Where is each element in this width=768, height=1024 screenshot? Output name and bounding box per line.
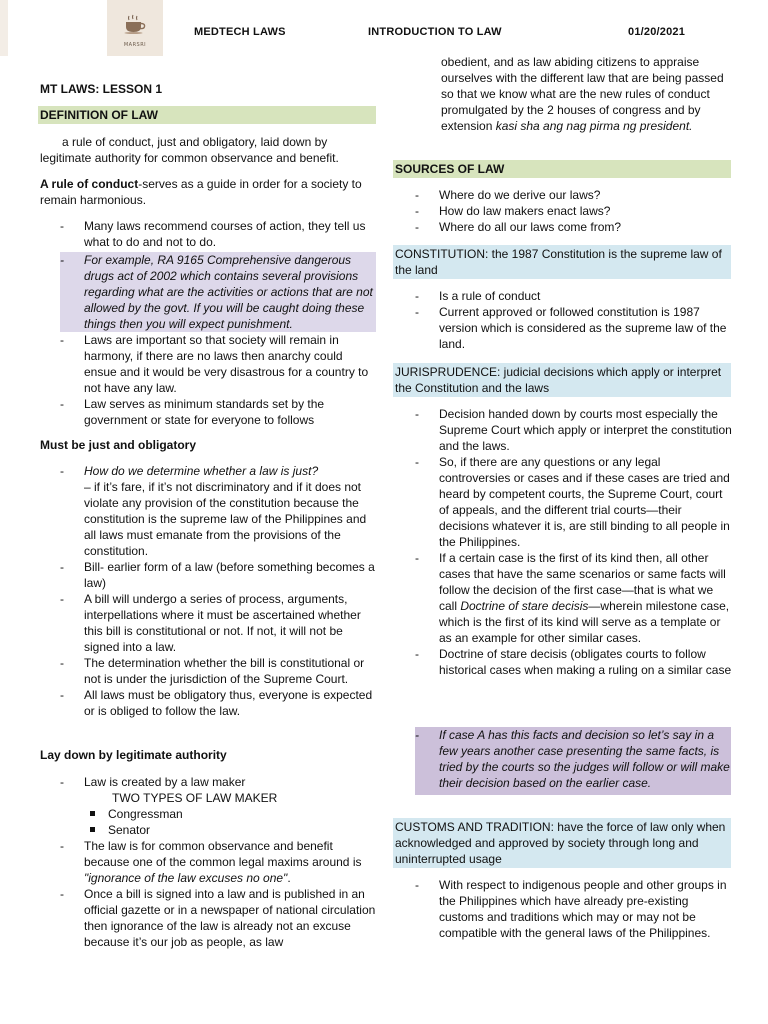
constitution-heading: CONSTITUTION: the 1987 Constitution is the supreme law of the land — [393, 245, 731, 279]
list-item: - Law is created by a law maker TWO TYPES OF LAW MAKER Congressman Senator — [38, 774, 376, 838]
sources-heading: SOURCES OF LAW — [393, 160, 731, 178]
list-item: - Decision handed down by courts most especially the Supreme Court which apply or interpret the constitution and the laws. — [415, 407, 732, 453]
logo-text: MARSRI — [123, 42, 147, 48]
law-maker-type: Senator — [38, 822, 376, 838]
list-item: - Many laws recommend courses of action, they tell us what to do and not to do. — [60, 219, 366, 249]
sources-list — [393, 187, 733, 235]
list-item: - Doctrine of stare decisis (obligates courts to follow historical cases when making a ruling on a similar case — [415, 647, 732, 677]
customs-list — [393, 877, 733, 941]
lesson-title: MT LAWS: LESSON 1 — [40, 82, 163, 96]
definition-heading: DEFINITION OF LAW — [38, 106, 376, 124]
list-item-example: - For example, RA 9165 Comprehensive dangerous drugs act of 2002 which contains several provisions regarding what are the activities or actions that are not allowed by the govt. If you will be caught doing these things then you will expect punishment. — [60, 252, 376, 332]
list-item: - All laws must be obligatory thus, everyone is expected or is obliged to follow the law. — [60, 688, 373, 718]
rule-list — [38, 218, 376, 428]
authority-heading: Lay down by legitimate authority — [40, 748, 227, 762]
rule-of-conduct-desc: -serves as a guide in order for a society to remain harmonious. — [40, 177, 362, 207]
header-course: MEDTECH LAWS — [194, 26, 286, 38]
list-item: - A bill will undergo a series of process, arguments, interpellations where it must be ascertained whether this bill is constitutional or not. If not, it will not be signed into a law. — [60, 592, 361, 654]
list-item: - Bill- earlier form of a law (before something becomes a law) — [60, 560, 375, 590]
list-item: - Is a rule of conduct — [415, 289, 541, 303]
list-item-example: - If case A has this facts and decision so let’s say in a few years another case presenting the same facts, is tried by the courts so the judges will follow or will make their decision based on the earlier case. — [415, 728, 730, 790]
continued-paragraph: obedient, and as law abiding citizens to appraise ourselves with the different law that are being passed so that we know what are the new rules of conduct promulgated by the 2 houses of congress and by extension kasi sha ang nag pirma ng president. — [441, 55, 724, 133]
jurisprudence-heading: JURISPRUDENCE: judicial decisions which apply or interpret the Constitution and the laws — [393, 363, 731, 397]
list-item: - If a certain case is the first of its kind then, all other cases that have the same scenarios or same facts will follow the decision of the first case—that is what we call Doctrine of stare decisis—wherein milestone case, which is the first of its kind will serve as a template or as an example for other similar cases. — [415, 551, 730, 645]
list-item: - Current approved or followed constitution is 1987 version which is considered as the supreme law of the land. — [415, 305, 727, 351]
jurisprudence-list — [393, 406, 733, 678]
logo — [107, 0, 163, 56]
just-list — [38, 463, 376, 719]
list-item: - So, if there are any questions or any legal controversies or cases and if these cases are tried and heard by competent courts, the Supreme Court, court of appeals, and the different trial courts—their decisions whatever it is, are still binding to all people in the Philippines. — [415, 455, 730, 549]
example-box — [415, 727, 731, 795]
list-item: - Where do we derive our laws? — [415, 188, 601, 202]
list-item: - With respect to indigenous people and other groups in the Philippines which have already pre-existing customs and traditions which may or may not be compatible with the general laws of the Philippines. — [415, 878, 727, 940]
header-left-band — [0, 0, 8, 56]
coffee-cup-icon — [123, 14, 147, 34]
law-maker-type: Congressman — [38, 806, 376, 822]
rule-of-conduct-term: A rule of conduct — [40, 177, 139, 191]
list-item: - The law is for common observance and benefit because one of the common legal maxims around is "ignorance of the law excuses no one". — [60, 839, 362, 885]
header-date: 01/20/2021 — [628, 26, 686, 38]
header-topic: INTRODUCTION TO LAW — [368, 26, 502, 38]
law-maker-types — [38, 806, 376, 838]
list-item: - Once a bill is signed into a law and is published in an official gazette or in a newspaper of national circulation then ignorance of the law is already not an excuse because it’s our job as people, as law — [60, 887, 376, 949]
law-maker-types-label: TWO TYPES OF LAW MAKER — [112, 791, 278, 805]
just-heading: Must be just and obligatory — [40, 438, 197, 452]
list-item: - How do we determine whether a law is just? – if it’s fare, if it’s not discriminatory and if it does not violate any provision of the constitution because the constitution is the supreme law of the Philippines and all laws must emanate from the provisions of the constitution. — [60, 464, 367, 558]
constitution-list — [393, 288, 733, 352]
list-item: - Law serves as minimum standards set by the government or state for everyone to follows — [60, 397, 325, 427]
page-header — [0, 0, 768, 56]
definition-text: a rule of conduct, just and obligatory, laid down by legitimate authority for common observance and benefit. — [40, 135, 339, 165]
list-item: - The determination whether the bill is constitutional or not is under the jurisdiction of the Supreme Court. — [60, 656, 365, 686]
authority-list — [38, 774, 376, 950]
customs-heading: CUSTOMS AND TRADITION: have the force of law only when acknowledged and approved by society through long and uninterrupted usage — [393, 818, 731, 868]
list-item: - Laws are important so that society will remain in harmony, if there are no laws then anarchy could ensue and it would be very disastrous for a country to not have any law. — [60, 333, 369, 395]
list-item: - How do law makers enact laws? — [415, 204, 611, 218]
list-item: - Where do all our laws come from? — [415, 220, 622, 234]
rule-of-conduct-paragraph — [40, 176, 374, 208]
